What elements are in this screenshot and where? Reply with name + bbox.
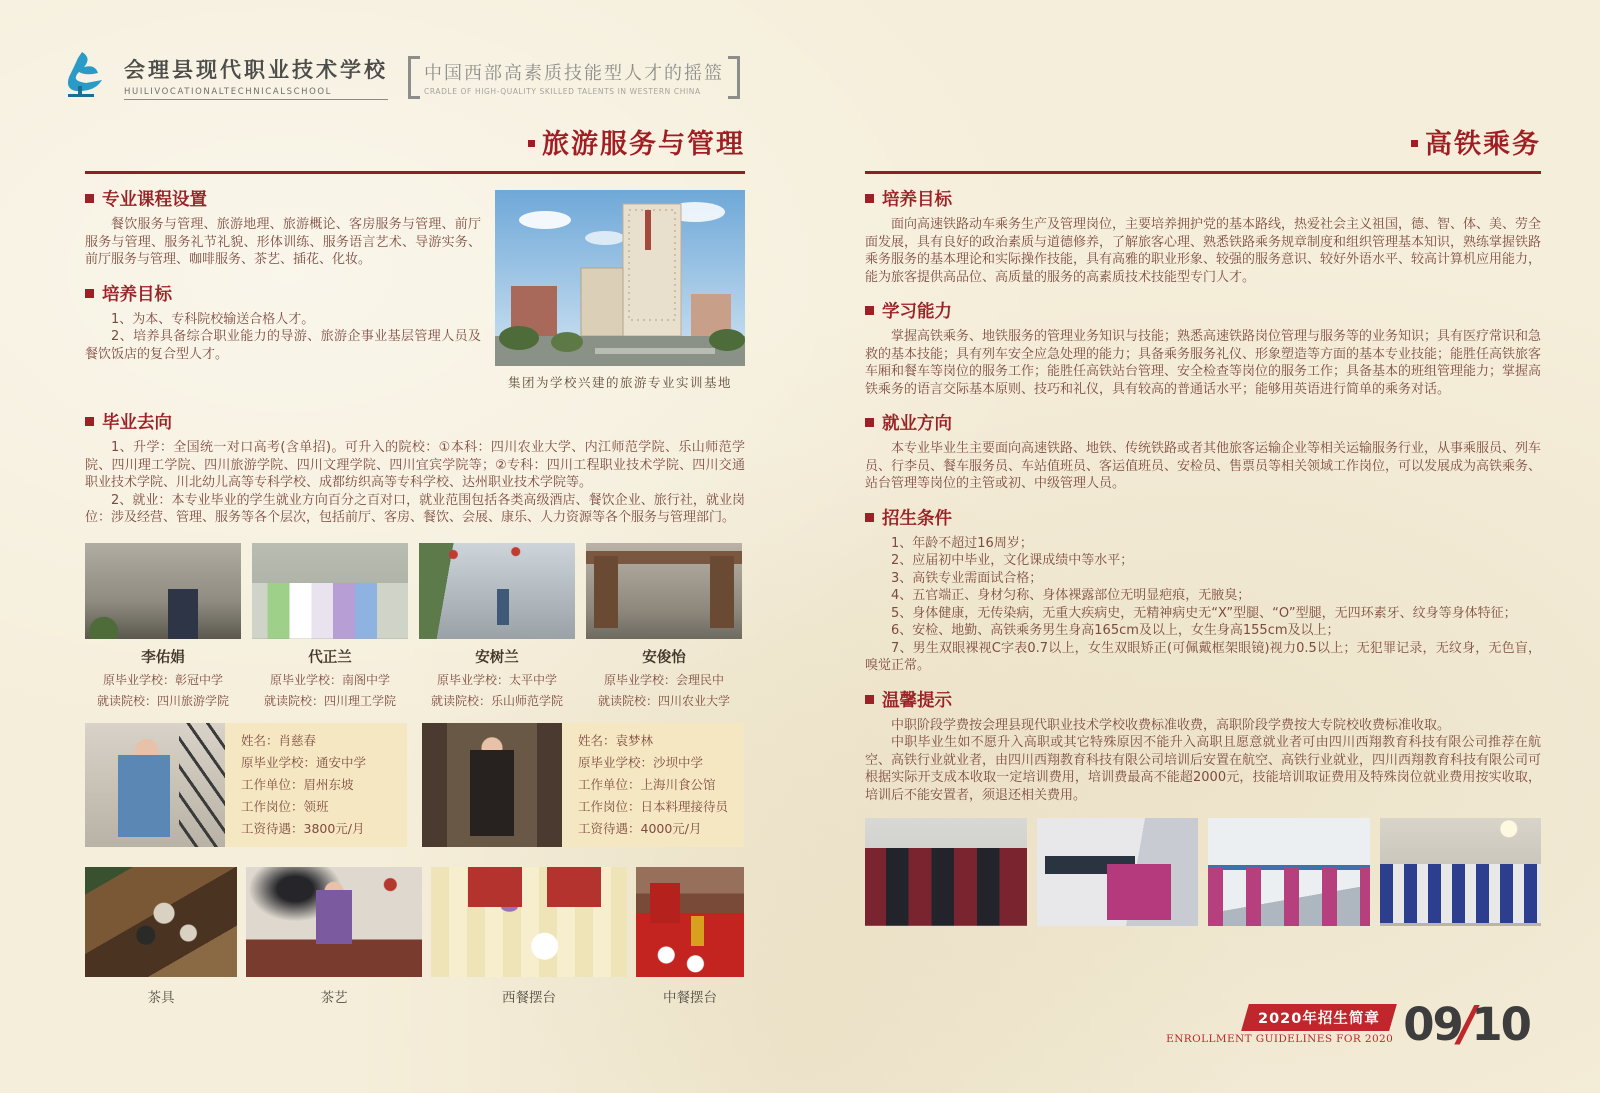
goals-item: 2、培养具备综合职业能力的导游、旅游企事业基层管理人员及餐饮饭店的复合型人才。: [85, 329, 481, 362]
profile-line: 工作岗位：日本料理接待员: [578, 798, 729, 814]
photo-crew-platform: [1037, 818, 1199, 926]
profile-line: 工资待遇：3800元/月: [241, 820, 365, 836]
condition-item: 7、男生双眼裸视C字表0.7以上，女生双眼矫正(可佩戴框架眼镜)视力0.5以上；无犯罪记录，无纹身，无色盲，嗅觉正常。: [865, 640, 1541, 673]
section-bullet-icon: [865, 194, 874, 203]
title-bullet-icon: [1411, 140, 1418, 147]
section-bullet-icon: [85, 194, 94, 203]
student-photo: [586, 543, 742, 639]
tourism-top-flow: [85, 186, 745, 390]
graduate-profile-card: [85, 723, 407, 847]
condition-item: 2、应届初中毕业，文化课成绩中等水平；: [891, 553, 1134, 568]
page-title-text: 高铁乘务: [1425, 129, 1541, 160]
photo-chinese-table: [636, 867, 744, 977]
tagline-bracket-box: [408, 56, 740, 99]
profile-line: 工作单位：上海川食公馆: [578, 776, 716, 792]
graduate-profile-row: [85, 723, 745, 847]
page-number: [1403, 996, 1530, 1052]
student-name: 李佑娟: [141, 649, 185, 666]
page-number-total: 10: [1471, 997, 1530, 1051]
student-photo: [252, 543, 408, 639]
enrollment-banner: 2020年招生简章: [1241, 1004, 1397, 1031]
section-rail-notice-heading: 温馨提示: [865, 687, 1541, 712]
student-card: [85, 543, 241, 709]
training-gallery-row: [85, 867, 745, 1006]
page-title-tourism: [85, 128, 745, 162]
student-name: 代正兰: [308, 649, 352, 666]
student-origin-school: 原毕业学校：太平中学: [436, 672, 557, 687]
page-footer: [1166, 996, 1530, 1052]
section-bullet-icon: [865, 306, 874, 315]
page-title-rail: [865, 128, 1541, 162]
student-card: [586, 543, 742, 709]
section-bullet-icon: [865, 418, 874, 427]
gallery-caption: 茶具: [147, 989, 175, 1006]
section-bullet-icon: [85, 289, 94, 298]
photo-crew-lineup: [1208, 818, 1370, 926]
student-college: 就读院校：四川农业大学: [597, 693, 730, 708]
page-header: [62, 50, 740, 104]
section-rail-conditions: [865, 505, 1541, 675]
profile-line: 姓名：肖慈春: [241, 732, 317, 748]
page-title-text: 旅游服务与管理: [542, 129, 745, 160]
profile-line: 原毕业学校：通安中学: [241, 754, 367, 770]
title-rule: [85, 171, 745, 174]
page-number-current: 09: [1403, 997, 1462, 1051]
tagline-en: CRADLE OF HIGH-QUALITY SKILLED TALENTS IN WESTERN CHINA: [424, 86, 701, 96]
condition-item: 4、五官端正、身材匀称、身体裸露部位无明显疤痕，无腋臭；: [891, 588, 1251, 603]
student-college: 就读院校：四川旅游学院: [96, 693, 229, 708]
rail-gallery-row: [865, 818, 1541, 926]
section-rail-goal: [865, 186, 1541, 286]
profile-line: 工作岗位：领班: [241, 798, 329, 814]
student-card: [419, 543, 575, 709]
profile-line: 原毕业学校：沙坝中学: [578, 754, 704, 770]
student-photo: [85, 543, 241, 639]
photo-western-table: [431, 867, 627, 977]
page-number-slash: /: [1458, 996, 1475, 1052]
destinations-paragraph: 2、就业：本专业毕业的学生就业方向百分之百对口，就业范围包括各类高级酒店、餐饮企业、旅行社，就业岗位：涉及经营、管理、服务等各个层次，包括前厅、客房、餐饮、会展、康乐、人力资源等各个服务与管理部门。: [85, 492, 745, 525]
section-rail-ability: [865, 298, 1541, 398]
school-logo-icon: [62, 50, 108, 104]
section-rail-employment-heading: 就业方向: [865, 410, 1541, 435]
school-name-block: [124, 54, 388, 100]
section-rail-ability-heading: 学习能力: [865, 298, 1541, 323]
profile-line: 工作单位：眉州东坡: [241, 776, 354, 792]
gallery-caption: 西餐摆台: [502, 989, 556, 1006]
photo-tea-set: [85, 867, 237, 977]
photo-crew-station: [1380, 818, 1542, 926]
notice-paragraph: 中职毕业生如不愿升入高职或其它特殊原因不能升入高职且愿意就业者可由四川西翔教育科技有限公司推荐在航空、高铁行业就业者，由四川西翔教育科技有限公司培训后安置在航空、高铁行业就业，四川西翔教育科技有限公司可根据实际开支成本收取一定培训费用，培训费最高不能超2000元，技能培训取证费用及特殊岗位就业费用按实收取，培训后不能安置者，须退还相关费用。: [865, 735, 1542, 803]
tourism-page: [85, 128, 745, 1006]
section-bullet-icon: [865, 513, 874, 522]
gallery-item: [431, 867, 627, 1006]
graduate-info-panel: [225, 723, 407, 847]
section-destinations: [85, 409, 745, 527]
goals-item: 1、为本、专科院校输送合格人才。: [111, 311, 315, 327]
section-rail-notice: [865, 687, 1541, 805]
graduate-info-panel: [562, 723, 744, 847]
gallery-item: [636, 867, 744, 1006]
training-base-figure: [495, 190, 745, 391]
section-rail-employment: [865, 410, 1541, 493]
photo-crew-group: [865, 818, 1027, 926]
hotel-photo: [495, 190, 745, 366]
rail-goal-text: 面向高速铁路动车乘务生产及管理岗位，主要培养拥护党的基本路线，热爱社会主义祖国，德、智、体、美、劳全面发展，具有良好的政治素质与道德修养，了解旅客心理、熟悉铁路乘务规章制度和组织管理基本知识，熟练掌握铁路乘务服务的基本理论和实际操作技能，具有高雅的职业形象、较强的服务意识、较好外语水平、较高计算机应用能力，能为旅客提供高品位、高质量的服务的高素质技术技能型专门人才。: [865, 217, 1542, 285]
student-origin-school: 原毕业学校：南阁中学: [269, 672, 390, 687]
school-name: 会理县现代职业技术学校: [124, 57, 388, 82]
enrollment-banner-en: ENROLLMENT GUIDELINES FOR 2020: [1166, 1032, 1394, 1045]
student-origin-school: 原毕业学校：彰冠中学: [102, 672, 223, 687]
section-bullet-icon: [865, 695, 874, 704]
student-showcase-row: [85, 543, 745, 709]
school-name-en: HUILIVOCATIONALTECHNICALSCHOOL: [124, 87, 388, 100]
graduate-photo: [85, 723, 225, 847]
section-courses-heading: 专业课程设置: [85, 186, 481, 211]
student-college: 就读院校：乐山师范学院: [430, 693, 563, 708]
graduate-photo: [422, 723, 562, 847]
rail-page: [865, 128, 1541, 926]
figure-caption: 集团为学校兴建的旅游专业实训基地: [507, 375, 732, 390]
notice-paragraph: 中职阶段学费按会理县现代职业技术学校收费标准收费，高职阶段学费按大专院校收费标准收取。: [891, 717, 1451, 733]
condition-item: 6、安检、地勤、高铁乘务男生身高165cm及以上，女生身高155cm及以上；: [891, 623, 1340, 638]
student-name: 安俊怡: [642, 649, 686, 666]
courses-text: 餐饮服务与管理、旅游地理、旅游概论、客房服务与管理、前厅服务与管理、服务礼节礼貌、形体训练、服务语言艺术、导游实务、前厅服务与管理、咖啡服务、茶艺、插花、化妆。: [85, 217, 481, 267]
condition-item: 3、高铁专业需面试合格；: [891, 570, 1043, 586]
section-bullet-icon: [85, 417, 94, 426]
condition-item: 5、身体健康，无传染病，无重大疾病史，无精神病史无“X”型腿、“O”型腿，无四环素牙、纹身等身体特征；: [891, 605, 1517, 621]
student-card: [252, 543, 408, 709]
gallery-caption: 中餐摆台: [663, 989, 717, 1006]
rail-employment-text: 本专业毕业生主要面向高速铁路、地铁、传统铁路或者其他旅客运输企业等相关运输服务行业，从事乘服员、列车员、行李员、餐车服务员、车站值班员、客运值班员、安检员、售票员等相关领域工作岗位，可以发展成为高铁乘务、站台管理等岗位的主管或初、中级管理人员。: [865, 441, 1542, 491]
tagline: 中国西部高素质技能型人才的摇篮: [424, 62, 724, 84]
condition-item: 1、年龄不超过16周岁；: [891, 535, 1033, 551]
rail-ability-text: 掌握高铁乘务、地铁服务的管理业务知识与技能；熟悉高速铁路岗位管理与服务等的业务知识；具有医疗常识和急救的基本技能；具有列车安全应急处理的能力；具备乘务服务礼仪、形象塑造等方面的基本专业技能；能胜任高铁旅客车厢和餐车等岗位的服务工作；能胜任高铁站台管理、安全检查等岗位的服务工作；具备基本的班组管理能力；掌握高铁乘务的语言交际基本原则、技巧和礼仪，具有较高的普通话水平；能够用英语进行简单的乘务对话。: [865, 329, 1542, 397]
gallery-item: [246, 867, 422, 1006]
footer-banner-block: [1166, 1004, 1393, 1045]
gallery-caption: 茶艺: [320, 989, 348, 1006]
profile-line: 工资待遇：4000元/月: [578, 820, 702, 836]
title-rule: [865, 171, 1541, 174]
title-bullet-icon: [528, 140, 535, 147]
section-goals-heading: 培养目标: [85, 281, 481, 306]
graduate-profile-card: [422, 723, 744, 847]
student-name: 安树兰: [475, 649, 519, 666]
profile-line: 姓名：袁梦林: [578, 732, 654, 748]
section-rail-goal-heading: 培养目标: [865, 186, 1541, 211]
student-photo: [419, 543, 575, 639]
student-college: 就读院校：四川理工学院: [263, 693, 396, 708]
gallery-item: [85, 867, 237, 1006]
destinations-paragraph: 1、升学：全国统一对口高考(含单招)。可升入的院校：①本科：四川农业大学、内江师范学院、乐山师范学院、四川理工学院、四川旅游学院、四川文理学院、四川宜宾学院等；②专科：四川工程职业技术学院、四川交通职业技术学院、川北幼儿高等专科学校、成都纺织高等专科学校、达州职业技术学院等。: [85, 440, 745, 490]
section-rail-conditions-heading: 招生条件: [865, 505, 1541, 530]
student-origin-school: 原毕业学校：会理民中: [603, 672, 724, 687]
photo-tea-art: [246, 867, 422, 977]
section-destinations-heading: 毕业去向: [85, 409, 745, 434]
